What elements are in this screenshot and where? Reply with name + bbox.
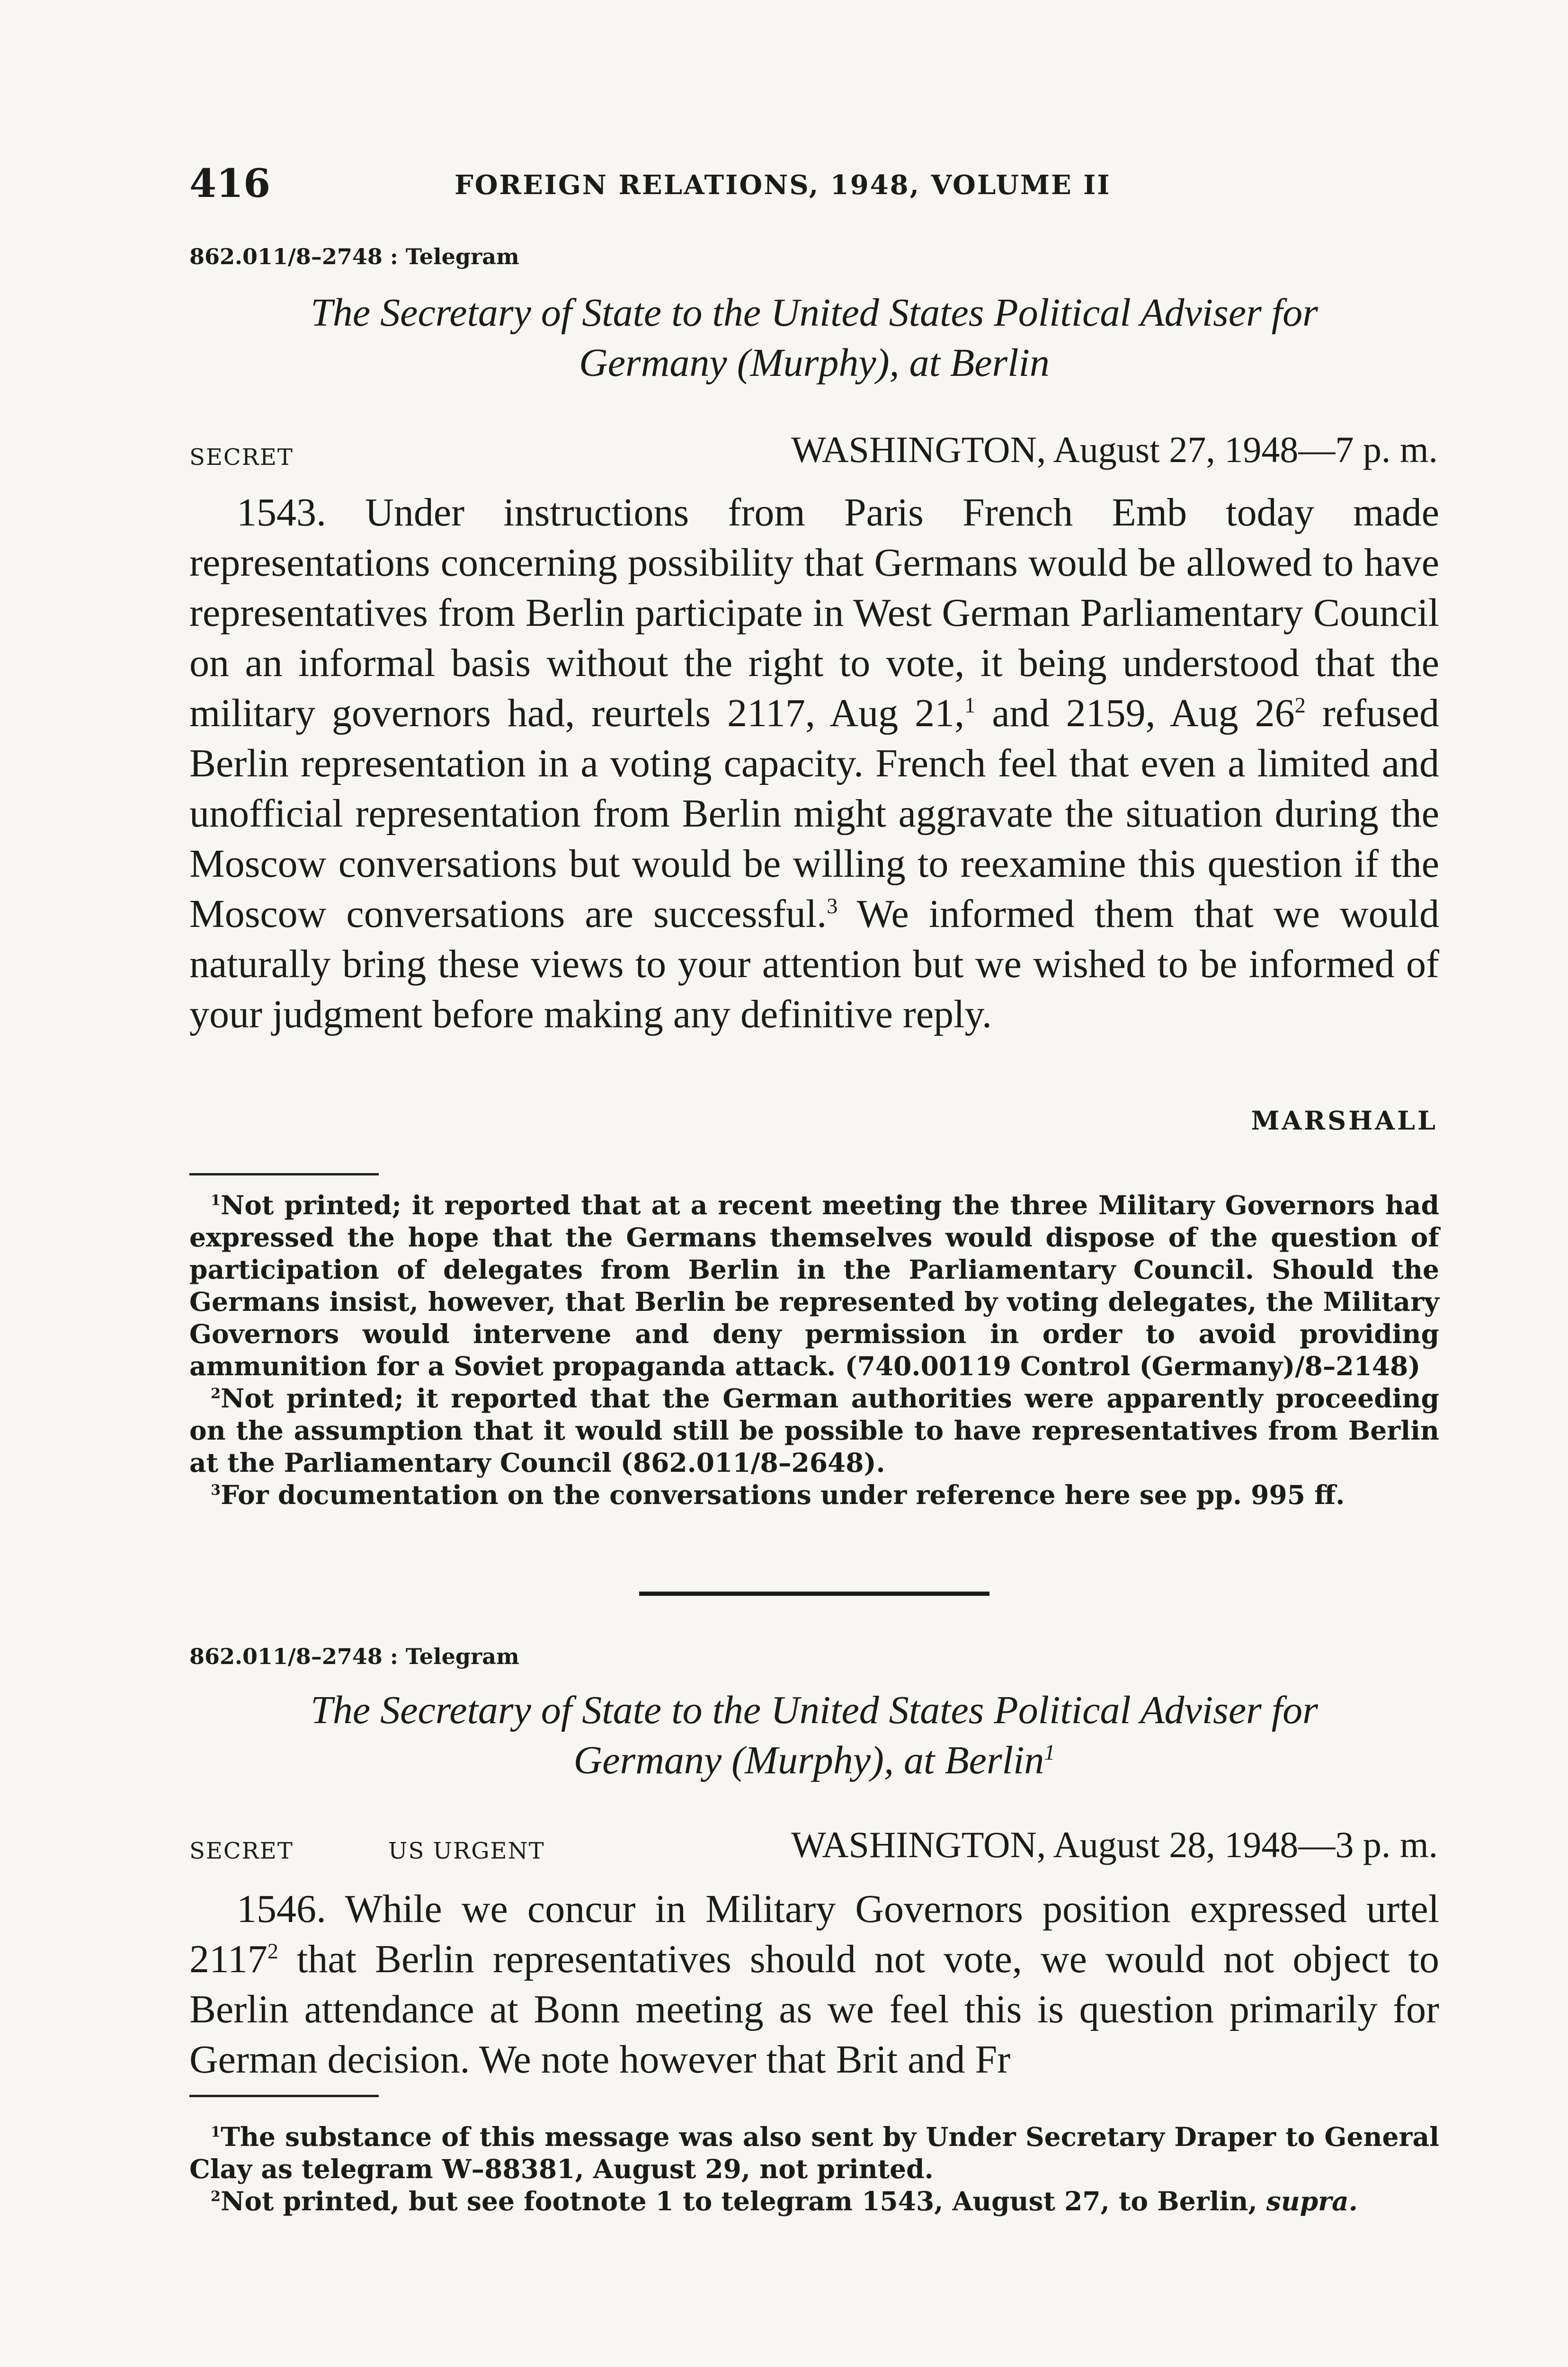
running-head-title: FOREIGN RELATIONS, 1948, VOLUME II <box>454 169 1111 201</box>
footnote-ref-1: 1 <box>1044 1740 1055 1764</box>
doc2-body-part1: 1546. While we concur in Military Governors position expressed urtel 2117 <box>189 1887 1439 1981</box>
doc2-title <box>189 1685 1439 1786</box>
doc2-urgency: US URGENT <box>388 1838 545 1864</box>
page-number: 416 <box>189 161 271 206</box>
running-head <box>189 161 1439 204</box>
doc1-title-line1: The Secretary of State to the United States Political Adviser for <box>311 291 1318 335</box>
footnote: $^2$Not printed; it reported that the German authorities were apparently proceeding on the assumption that it would still be possible to have representatives from Berlin at the Parliamentary Council (862.011/8–2648). <box>189 1383 1439 1478</box>
footnote-divider <box>189 2095 379 2097</box>
footnote-divider <box>189 1173 379 1175</box>
doc2-body <box>189 1884 1439 2085</box>
doc1-title-line2: Germany (Murphy), at Berlin <box>579 341 1050 385</box>
footnote: $^1$The substance of this message was also sent by Under Secretary Draper to General Clay as telegram W–88381, August 29, not printed. <box>189 2121 1439 2184</box>
doc1-footnotes <box>189 1189 1439 1511</box>
section-divider <box>639 1592 989 1596</box>
doc1-body-part2: and 2159, Aug 26 <box>975 691 1295 735</box>
doc1-title <box>189 288 1439 388</box>
footnote-ref-3: 3 <box>827 894 838 918</box>
doc2-classification: SECRET <box>189 1838 294 1864</box>
doc2-title-line2: Germany (Murphy), at Berlin$^1$ <box>573 1738 1055 1782</box>
doc2-dateline: WASHINGTON, August 28, 1948—3 p. m. <box>791 1824 1438 1865</box>
doc1-signature: MARSHALL <box>1251 1105 1438 1136</box>
doc1-body-part3: refused Berlin representation in a voting capacity. French feel that even a limited and unofficial representation from Berlin might aggravate the situation during the Moscow conversations but would be willing to reexamine this question if the Moscow conversations are successful. <box>189 691 1440 936</box>
doc1-classification: SECRET <box>189 444 294 471</box>
doc1-file-ref: 862.011/8–2748 : Telegram <box>189 244 519 269</box>
footnote-ref-2: 2 <box>1294 693 1306 717</box>
doc2-file-ref: 862.011/8–2748 : Telegram <box>189 1644 519 1669</box>
footnote: $^3$For documentation on the conversations under reference here see pp. 995 ff. <box>211 1479 1345 1510</box>
doc2-title-line1: The Secretary of State to the United States Political Adviser for <box>311 1688 1318 1732</box>
doc1-dateline: WASHINGTON, August 27, 1948—7 p. m. <box>791 429 1438 470</box>
doc2-footnotes <box>189 2121 1439 2217</box>
footnote: $^1$Not printed; it reported that at a recent meeting the three Military Governors had expressed the hope that the Germans themselves would dispose of the question of participation of delegates from Berlin in the Parliamentary Council. Should the Germans insist, however, that Berlin be represented by voting delegates, the Military Governors would intervene and deny permission in order to avoid providing ammunition for a Soviet propaganda attack. (740.00119 Control (Germany)/8–2148) <box>189 1190 1439 1381</box>
footnote: $^2$Not printed, but see footnote 1 to telegram 1543, August 27, to Berlin, supra. <box>211 2186 1358 2216</box>
footnote-ref-1: 1 <box>964 693 976 717</box>
footnote-ref-2: 2 <box>267 1939 278 1963</box>
doc1-body-part1: 1543. Under instructions from Paris French Emb today made representations concerning possibility that Germans would be allowed to have representatives from Berlin participate in West German Parliamentary Council on an informal basis without the right to vote, it being understood that the military governors had, reurtels 2117, Aug 21, <box>189 490 1439 735</box>
doc1-body <box>189 488 1439 1040</box>
doc1-body-part4: We informed them that we would naturally bring these views to your attention but we wished to be informed of your judgment before making any definitive reply. <box>189 892 1439 1036</box>
doc2-body-part2: that Berlin representatives should not vote, we would not object to Berlin attendance at Bonn meeting as we feel this is question primarily for German decision. We note however that Brit and Fr <box>189 1937 1439 2082</box>
